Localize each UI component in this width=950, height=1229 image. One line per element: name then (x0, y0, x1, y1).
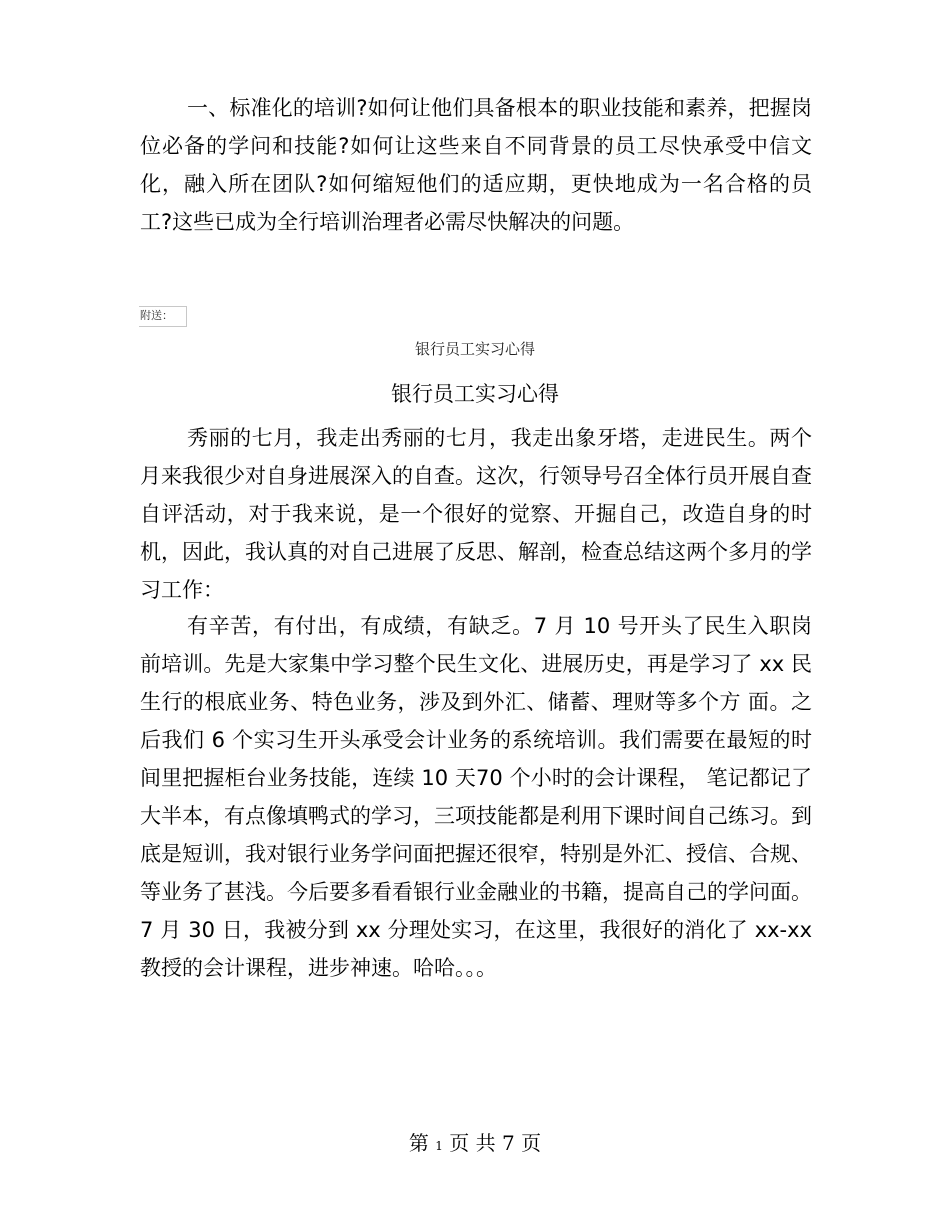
footer-prefix: 第 (408, 1131, 429, 1155)
document-title: 银行员工实习心得 (391, 382, 559, 406)
footer-page-number: 1 (435, 1139, 443, 1153)
footer-suffix: 页 (521, 1131, 542, 1155)
footer-total-pages: 7 (501, 1131, 515, 1155)
attachment-label: 附送： (139, 306, 187, 327)
header-title: 银行员工实习心得 (414, 340, 535, 358)
footer-middle: 页 共 (449, 1131, 496, 1155)
intro-paragraph: 一、标准化的培训?如何让他们具备根本的职业技能和素养，把握岗位必备的学问和技能?如何让这些来自不同背景的员工尽快承受中信文化，融入所在团队?如何缩短他们的适应期，更快地成为一名合格的员工?这些已成为全行培训治理者必需尽快解决的问题。 (140, 96, 812, 234)
page-footer (0, 1128, 950, 1161)
body-paragraph: 有辛苦，有付出，有成绩，有缺乏。7 月 10 号开头了民生入职岗前培训。先是大家集中学习整个民生文化、进展历史，再是学习了 xx 民生行的根底业务、特色业务，涉及到外汇、储蓄、理财等多个方 面。之后我们 6 个实习生开头承受会计业务的系统培训。我们需要在最短的时间里把握柜台业务技能，连续 10 天70 个小时的会计课程， 笔记都记了大半本，有点像填鸭式的学习，三项技能都是利用下课时间自己练习。到底是短训，我对银行业务学问面把握还很窄，特别是外汇、授信、合规、等业务了甚浅。今后要多看看银行业金融业的书籍，提高自己的学问面。7 月 30 日，我被分到 xx 分理处实习，在这里，我很好的消化了 xx-xx 教授的会计课程，进步神速。哈哈。。。 (140, 614, 812, 980)
body-paragraph: 秀丽的七月，我走出秀丽的七月，我走出象牙塔，走进民生。两个月来我很少对自身进展深入的自查。这次，行领导号召全体行员开展自查自评活动，对于我来说，是一个很好的觉察、开掘自己，改造自身的时机，因此，我认真的对自己进展了反思、解剖，检查总结这两个多月的学习工作： (140, 426, 812, 602)
